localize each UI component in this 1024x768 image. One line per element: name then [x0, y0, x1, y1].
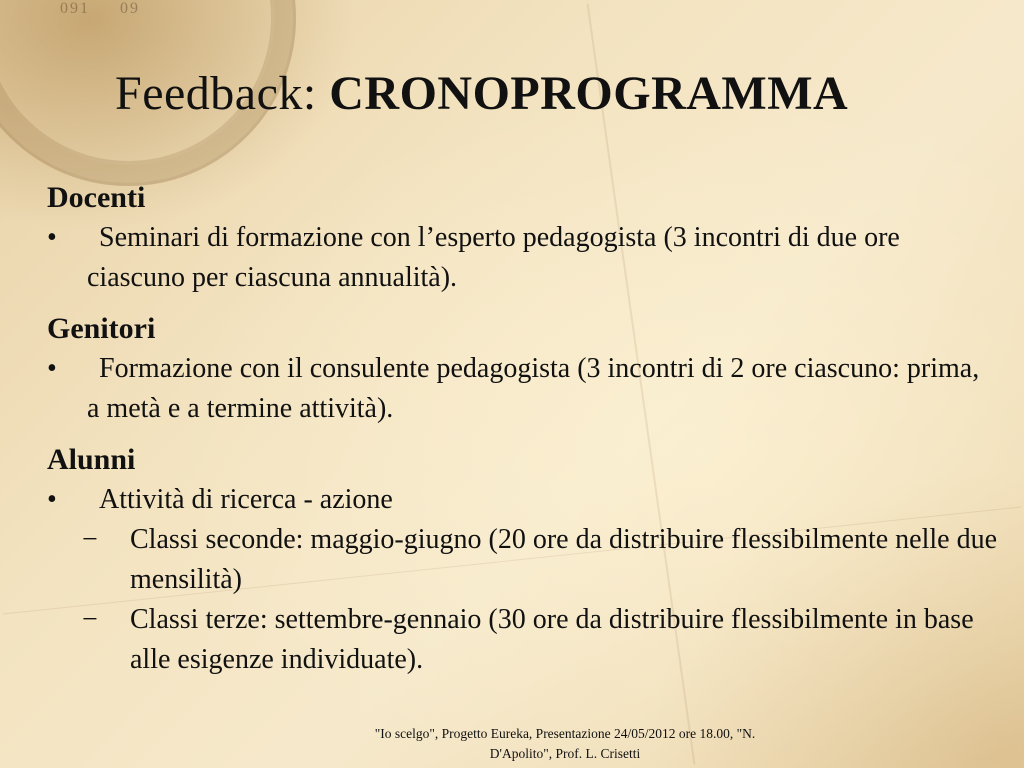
sub-item — [47, 600, 997, 680]
compass-tick-label: 09 — [120, 0, 140, 17]
dash-icon: − — [82, 604, 98, 635]
slide-title-normal: Feedback: — [115, 67, 330, 120]
footer-line: D'Apolito", Prof. L. Crisetti — [489, 746, 641, 761]
section-heading-genitori: Genitori — [47, 312, 156, 345]
compass-tick-label: 091 — [60, 0, 90, 17]
slide-title-bold: CRONOPROGRAMMA — [329, 67, 849, 120]
bullet-text: Attività di ricerca - azione — [99, 484, 393, 515]
section-heading-docenti: Docenti — [47, 181, 146, 214]
slide-footer — [320, 724, 810, 764]
compass-ticks — [60, 0, 164, 18]
slide-title — [115, 66, 848, 121]
sub-item-text: Classi terze: settembre-gennaio (30 ore da distribuire flessibilmente in base alle esigenze individuate). — [130, 604, 974, 675]
sub-item — [47, 520, 997, 600]
bullet-item — [47, 349, 997, 429]
bullet-item — [47, 218, 997, 298]
slide-content — [47, 178, 997, 680]
dash-icon: − — [82, 524, 98, 555]
bullet-icon: • — [47, 222, 57, 253]
footer-line: "Io scelgo", Progetto Eureka, Presentazione 24/05/2012 ore 18.00, "N. — [374, 726, 756, 741]
bullet-icon: • — [47, 484, 57, 515]
bullet-icon: • — [47, 353, 57, 384]
bullet-text: Formazione con il consulente pedagogista (3 incontri di 2 ore ciascuno: prima, a metà e a termine attività). — [87, 353, 980, 424]
bullet-item — [47, 480, 997, 520]
sub-item-text: Classi seconde: maggio-giugno (20 ore da distribuire flessibilmente nelle due mensilità) — [130, 524, 998, 595]
section-heading-alunni: Alunni — [47, 443, 136, 476]
bullet-text: Seminari di formazione con l’esperto pedagogista (3 incontri di due ore ciascuno per ciascuna annualità). — [87, 222, 900, 293]
